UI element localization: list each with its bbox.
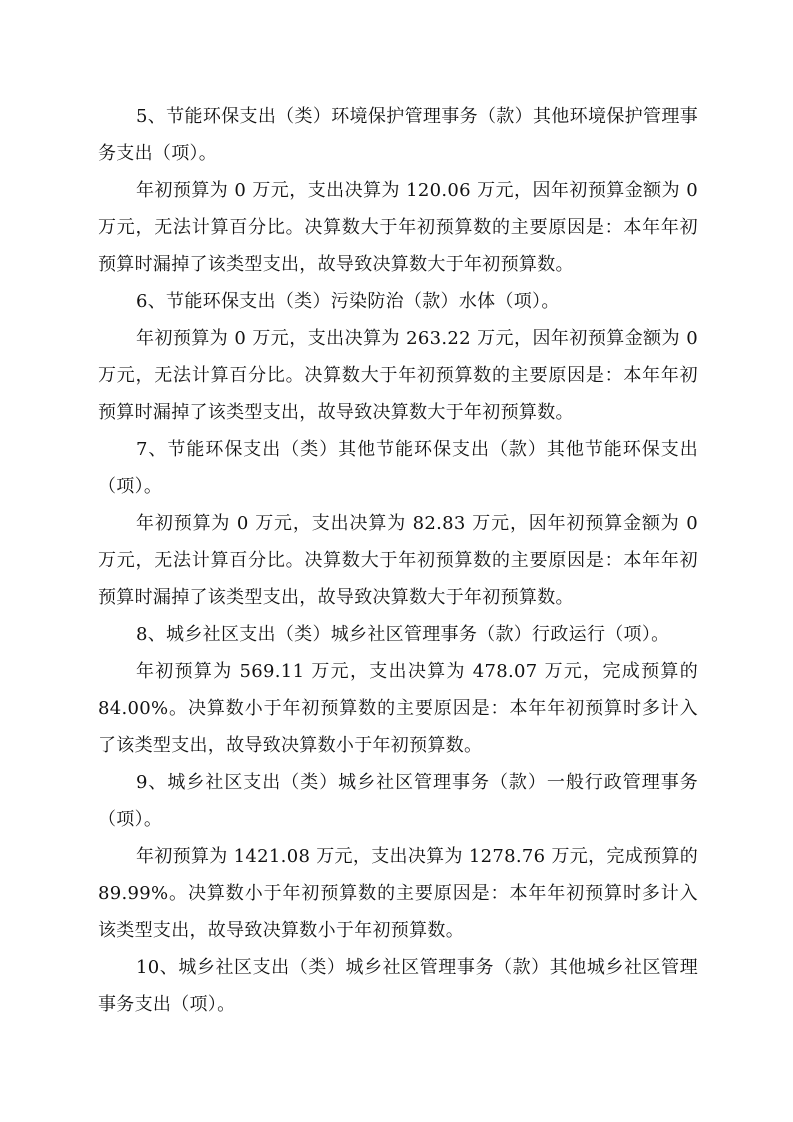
paragraph-item-7-body: 年初预算为 0 万元，支出决算为 82.83 万元，因年初预算金额为 0 万元，无法计算百分比。决算数大于年初预算数的主要原因是：本年年初预算时漏掉了该类型支出，故导致决算数大于年初预算数。 [98, 513, 698, 608]
paragraph-item-5-heading: 5、节能环保支出（类）环境保护管理事务（款）其他环境保护管理事务支出（项）。 [98, 106, 698, 164]
paragraph-item-9-heading: 9、城乡社区支出（类）城乡社区管理事务（款）一般行政管理事务（项）。 [98, 772, 698, 830]
paragraph-item-9-body: 年初预算为 1421.08 万元，支出决算为 1278.76 万元，完成预算的 89.99%。决算数小于年初预算数的主要原因是：本年年初预算时多计入该类型支出，故导致决算数小于年初预算数。 [98, 846, 698, 941]
paragraph-item-8-body: 年初预算为 569.11 万元，支出决算为 478.07 万元，完成预算的 84.00%。决算数小于年初预算数的主要原因是：本年年初预算时多计入了该类型支出，故导致决算数小于年初预算数。 [98, 661, 698, 756]
paragraph-item-5-body: 年初预算为 0 万元，支出决算为 120.06 万元，因年初预算金额为 0 万元，无法计算百分比。决算数大于年初预算数的主要原因是：本年年初预算时漏掉了该类型支出，故导致决算数大于年初预算数。 [98, 180, 698, 275]
paragraph-item-6-body: 年初预算为 0 万元，支出决算为 263.22 万元，因年初预算金额为 0 万元，无法计算百分比。决算数大于年初预算数的主要原因是：本年年初预算时漏掉了该类型支出，故导致决算数大于年初预算数。 [98, 328, 698, 423]
paragraph-item-7-heading: 7、节能环保支出（类）其他节能环保支出（款）其他节能环保支出（项）。 [98, 439, 698, 497]
document-page [98, 98, 698, 1023]
paragraph-item-10-heading: 10、城乡社区支出（类）城乡社区管理事务（款）其他城乡社区管理事务支出（项）。 [98, 957, 698, 1015]
paragraph-item-8-heading: 8、城乡社区支出（类）城乡社区管理事务（款）行政运行（项）。 [136, 624, 670, 645]
paragraph-item-6-heading: 6、节能环保支出（类）污染防治（款）水体（项）。 [136, 291, 560, 312]
